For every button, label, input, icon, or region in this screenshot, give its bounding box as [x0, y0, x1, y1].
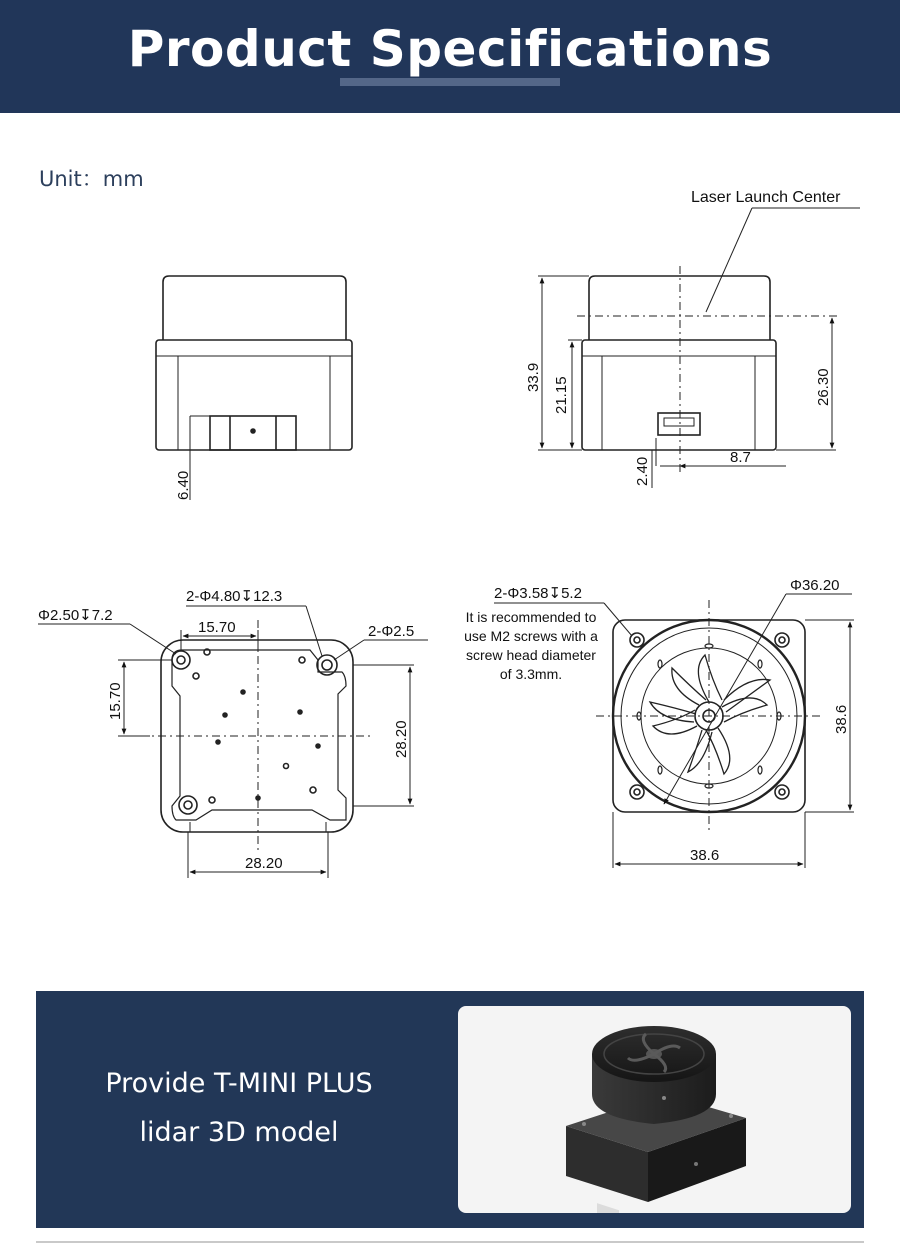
lidar-product-image	[458, 1006, 851, 1213]
front-view	[156, 276, 352, 500]
callout-laser-center: Laser Launch Center	[691, 189, 841, 206]
dim-body-height: 21.15	[553, 376, 570, 414]
callout-hole-small-right: 2-Φ2.5	[368, 623, 415, 640]
dim-connector-height: 6.40	[175, 470, 192, 500]
page-title: Product Specifications	[127, 20, 773, 78]
page-header	[0, 0, 900, 113]
banner-headline: Provide T-MINI PLUS	[105, 1068, 373, 1099]
dim-hole-spacing-y: 15.70	[107, 682, 124, 720]
screw-note-line3: screw head diameter	[466, 647, 596, 663]
callout-hole-large: 2-Φ4.80↧12.3	[186, 588, 283, 605]
impeller-blades	[650, 655, 770, 774]
callout-hole-small-left: Φ2.50↧7.2	[38, 607, 113, 624]
screw-note-line4: of 3.3mm.	[499, 666, 563, 682]
dim-top-width: 38.6	[690, 847, 720, 864]
title-accent-bar	[340, 78, 560, 86]
dim-connector-offset-h: 8.7	[730, 449, 751, 466]
callout-mount-hole: 2-Φ3.58↧5.2	[494, 585, 582, 602]
bottom-divider	[36, 1241, 864, 1243]
dim-hole-spacing-x: 15.70	[198, 619, 236, 636]
screw-note-line1: It is recommended to	[465, 609, 597, 625]
banner-subline: lidar 3D model	[139, 1117, 339, 1148]
side-view	[577, 266, 838, 472]
screw-note-line2: use M2 screws with a	[464, 628, 598, 644]
dim-bottom-width: 28.20	[245, 855, 283, 872]
dim-bottom-height: 28.20	[393, 720, 410, 758]
dim-rotor-diameter: Φ36.20	[790, 577, 840, 594]
unit-label: Unit：mm	[39, 167, 144, 191]
top-view	[596, 600, 822, 832]
bottom-view	[140, 620, 372, 850]
lidar-3d-render	[458, 1006, 851, 1213]
dim-connector-offset-v: 2.40	[634, 456, 651, 486]
dim-laser-height: 26.30	[815, 368, 832, 406]
model-download-banner	[36, 991, 864, 1228]
dim-total-height: 33.9	[525, 362, 542, 392]
dimension-drawings	[0, 120, 900, 980]
dim-top-height: 38.6	[833, 704, 850, 734]
